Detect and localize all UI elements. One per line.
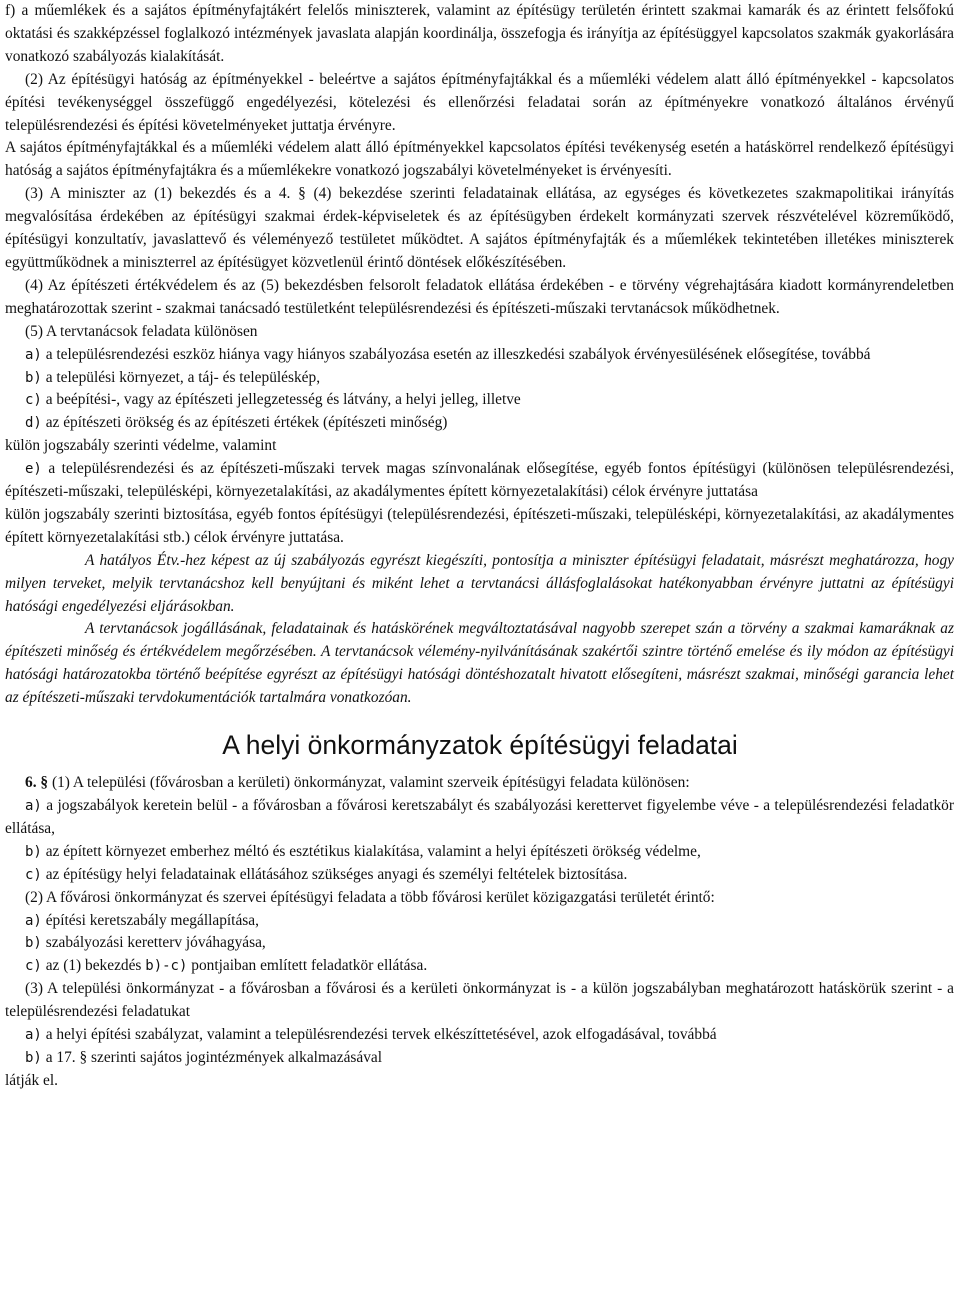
commentary-text: A tervtanácsok jogállásának, feladatainak és hatáskörének megváltoztatásával nagyobb szerepet szán a törvény a szakmai kamaráknak az építészeti minőség és értékvédelem megőrzésében. A tervtanácsok vélemény-nyilvánításának szakértői szintre történő emelése és ily módon az építésügyi hatósági határozatokba történő beépítése egyrészt az építésügyi hatósági döntéshozatalt hivatott elősegíteni, másrészt szakmai, minőségi garancia lehet az építészeti-műszaki tervdokumentációk tartalmára vonatkozóan. (5, 620, 954, 707)
paragraph-text: külön jogszabály szerinti biztosítása, egyéb fontos építésügyi (településrendezési, építészeti-műszaki, településképi, környezetalakítási, az akadálymentes épített környezetalakítási stb.) célok érvényre juttatása. (5, 505, 954, 546)
list-item (5, 389, 954, 412)
list-label: d) (25, 415, 42, 432)
list-label: b) (25, 369, 42, 386)
list-item (5, 932, 954, 955)
paragraph-3 (5, 183, 954, 275)
paragraph-text: (1) A települési (fővárosban a kerületi) önkormányzat, valamint szerveik építésügyi feladata különösen: (48, 774, 690, 792)
section-6-paragraph-1 (5, 772, 954, 795)
paragraph-text: (4) Az építészeti értékvédelem és az (5) bekezdésben felsorolt feladatok ellátása érdekében - e törvény végrehajtására kiadott kormányrendeletben meghatározottak szerint - szakmai tanácsadó testületként településrendezési és építészeti-műszaki tervtanácsok működhetnek. (5, 276, 954, 317)
list-label: c) (25, 866, 42, 883)
list-text: szabályozási keretterv jóváhagyása, (41, 934, 266, 952)
list-text: az épített környezet emberhez méltó és esztétikus kialakítása, valamint a helyi építészeti örökség védelme, (41, 842, 701, 860)
paragraph-special-buildings (5, 137, 954, 183)
list-label: a) (25, 346, 42, 363)
list-text: az (1) bekezdés (41, 957, 146, 975)
paragraph-4 (5, 275, 954, 321)
list-label: b) (25, 843, 42, 860)
list-item (5, 910, 954, 933)
list-text: a beépítési-, vagy az építészeti jellegzetesség és látvány, a helyi jelleg, illetve (41, 391, 521, 409)
paragraph-text: (2) A fővárosi önkormányzat és szervei építésügyi feladata a több fővárosi kerület közigazgatási területét érintő: (25, 888, 715, 906)
commentary-paragraph (5, 618, 954, 710)
list-label: c) (25, 958, 42, 975)
list-item (5, 1047, 954, 1070)
list-text: a települési környezet, a táj- és településkép, (41, 368, 321, 386)
list-text: pontjaiban említett feladatkör ellátása. (187, 957, 428, 975)
paragraph-f (5, 0, 954, 69)
list-item (5, 795, 954, 841)
paragraph-2 (5, 69, 954, 138)
list-text: építési keretszabály megállapítása, (41, 911, 259, 929)
list-label: a) (25, 1027, 42, 1044)
list-label: e) (25, 461, 42, 478)
paragraph-text: (3) A miniszter az (1) bekezdés és a 4. § (4) bekezdése szerinti feladatainak ellátása, az egységes és következetes szakmapolitikai irányítás megvalósítása érdekében az építésügyi szakmai érdek-képviseletek és az építésügyben érdekelt kormányzati szervek részvételével közreműködő, építésügyi konzultatív, javaslattevő és véleményező testületet működtet. A sajátos építményfajták és a műemlékek tekintetében illetékes miniszterek együttműködnek a miniszterrel az építésügyet közvetlenül érintő döntések előkészítésében. (5, 185, 954, 271)
list-item (5, 367, 954, 390)
list-text: a településrendezési eszköz hiánya vagy hiányos szabályozása esetén az illeszkedési szabályok érvényesülésének elősegítése, továbbá (41, 345, 871, 363)
paragraph-text: A sajátos építményfajtákkal és a műemléki védelem alatt álló építményekkel kapcsolatos építési tevékenység esetén a hatáskörrel rendelkező építésügyi hatóság a sajátos építményfajtákra és a műemlékekre vonatkozó jogszabályi követelményeket is érvényesíti. (5, 139, 954, 180)
paragraph-text: külön jogszabály szerinti védelme, valamint (5, 437, 277, 455)
list-label: b) (25, 935, 42, 952)
paragraph-text: (3) A települési önkormányzat - a fővárosban a fővárosi és a kerületi önkormányzat is - a külön jogszabályban meghatározott hatáskörük szerint - a településrendezési feladatukat (5, 980, 954, 1021)
paragraph-text: f) a műemlékek és a sajátos építményfajtákért felelős miniszterek, valamint az építésügy területén érintett szakmai kamarák és az érintett felsőfokú oktatási és szakképzéssel foglalkozó intézmények javaslata alapján koordinálja, összefogja és irányítja az építésüggyel kapcsolatos szakmák gyakorlására vonatkozó szabályozás kialakítását. (5, 2, 954, 65)
list-item (5, 955, 954, 978)
paragraph-text: látják el. (5, 1071, 58, 1089)
list-text: a jogszabályok keretein belül - a fővárosban a fővárosi keretszabályt és szabályozási kerettervet figyelembe véve - a településrendezési feladatkör ellátása, (5, 797, 954, 837)
section-heading: A helyi önkormányzatok építésügyi feladatai (222, 729, 738, 760)
paragraph-closing (5, 1070, 954, 1093)
list-text: az építésügy helyi feladatainak ellátásához szükséges anyagi és személyi feltételek biztosítása. (41, 865, 628, 883)
list-item (5, 864, 954, 887)
list-label: a) (25, 912, 42, 929)
list-text: a településrendezési és az építészeti-műszaki tervek magas színvonalának elősegítése, egyéb fontos építésügyi (különösen településrendezési, építészeti-műszaki, településképi, környezetalakítási, az akadálymentes épített környezetalakítási) célok érvényre juttatása (5, 460, 954, 501)
paragraph-protection (5, 435, 954, 458)
paragraph-assurance (5, 504, 954, 550)
list-text: a 17. § szerinti sajátos jogintézmények alkalmazásával (41, 1048, 383, 1066)
list-text: a helyi építési szabályzat, valamint a településrendezési tervek elkészíttetésével, azok elfogadásával, továbbá (41, 1026, 717, 1044)
list-item (5, 344, 954, 367)
list-reference: b)-c) (145, 958, 188, 975)
section-6-paragraph-3 (5, 978, 954, 1024)
paragraph-text: (5) A tervtanácsok feladata különösen (25, 322, 258, 340)
paragraph-5-intro (5, 321, 954, 344)
list-item (5, 841, 954, 864)
list-item (5, 412, 954, 435)
list-label: c) (25, 392, 42, 409)
list-text: az építészeti örökség és az építészeti értékek (építészeti minőség) (41, 414, 448, 432)
list-item (5, 1024, 954, 1047)
paragraph-text: (2) Az építésügyi hatóság az építményekkel - beleértve a sajátos építményfajtákkal és a műemléki védelem alatt álló építményekkel - kapcsolatos építési tevékenységgel összefüggő engedélyezési, kötelezési és ellenőrzési feladatai során az építményekre vonatkozó általános érvényű településrendezési és építési követelményeket juttatja érvényre. (5, 70, 954, 134)
commentary-paragraph (5, 550, 954, 619)
list-label: b) (25, 1049, 42, 1066)
section-number: 6. (25, 774, 37, 792)
list-item (5, 458, 954, 504)
list-label: a) (25, 798, 42, 814)
section-symbol: § (40, 774, 49, 792)
section-6-paragraph-2 (5, 887, 954, 910)
commentary-text: A hatályos Étv.-hez képest az új szabályozás egyrészt kiegészíti, pontosítja a miniszter építésügyi feladatait, másrészt meghatározza, hogy milyen terveket, melyik tervtanácshoz kell benyújtani és miként lehet a tervtanácsi állásfoglalásokat hatékonyabban érvényre juttatni az építésügyi hatósági engedélyezési eljárásokban. (5, 551, 954, 615)
